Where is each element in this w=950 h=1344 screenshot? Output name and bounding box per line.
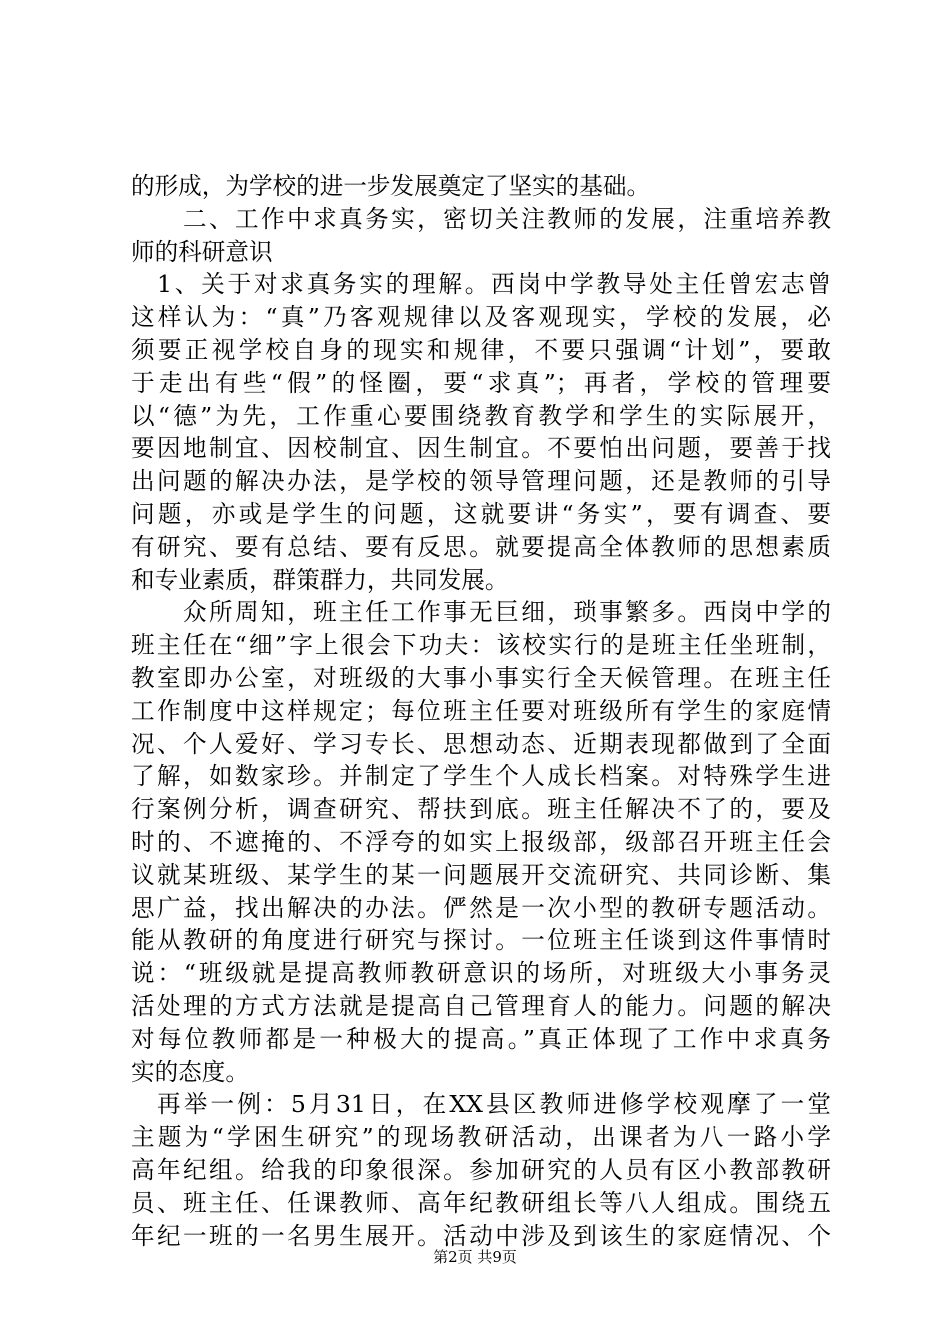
text-line: 出问题的解决办法，是学校的领导管理问题，还是教师的引导 — [131, 467, 831, 496]
text-line: 员、班主任、任课教师、高年纪教研组长等八人组成。围绕五 — [131, 1188, 831, 1217]
text-line: 须要正视学校自身的现实和规律，不要只强调“计划”，要敢 — [131, 336, 831, 364]
section-heading-line: 师的科研意识 — [131, 237, 273, 266]
text-line: 对每位教师都是一种极大的提高。”真正体现了工作中求真务 — [131, 1024, 831, 1053]
text-line: 了解，如数家珍。并制定了学生个人成长档案。对特殊学生进 — [131, 762, 831, 791]
text-line: 要因地制宜、因校制宜、因生制宜。不要怕出问题，要善于找 — [131, 434, 831, 463]
text-line: 况、个人爱好、学习专长、思想动态、近期表现都做到了全面 — [131, 729, 831, 758]
text-line: 班主任在“细”字上很会下功夫：该校实行的是班主任坐班制， — [131, 631, 831, 660]
text-line: 众所周知，班主任工作事无巨细，琐事繁多。西岗中学的 — [183, 598, 831, 627]
text-line: 的形成，为学校的进一步发展奠定了坚实的基础。 — [131, 172, 651, 200]
text-line: 行案例分析，调查研究、帮扶到底。班主任解决不了的，要及 — [131, 795, 831, 824]
text-line: 时的、不遮掩的、不浮夸的如实上报级部，级部召开班主任会 — [131, 828, 831, 856]
text-line: 工作制度中这样规定；每位班主任要对班级所有学生的家庭情 — [131, 696, 831, 725]
text-line: 再举一例：5月31日，在XX县区教师进修学校观摩了一堂 — [157, 1090, 831, 1119]
text-line: 教室即办公室，对班级的大事小事实行全天候管理。在班主任 — [131, 664, 831, 692]
text-line: 议就某班级、某学生的某一问题展开交流研究、共同诊断、集 — [131, 860, 831, 889]
text-line: 年纪一班的一名男生展开。活动中涉及到该生的家庭情况、个 — [131, 1221, 831, 1250]
text-line: 1、关于对求真务实的理解。西岗中学教导处主任曾宏志曾 — [157, 270, 831, 299]
text-line: 问题，亦或是学生的问题，这就要讲“务实”，要有调查、要 — [131, 500, 831, 528]
text-line: 高年纪组。给我的印象很深。参加研究的人员有区小教部教研 — [131, 1156, 831, 1184]
page-number-footer: 第2页 共9页 — [433, 1248, 517, 1266]
text-line: 以“德”为先，工作重心要围绕教育教学和学生的实际展开， — [131, 401, 831, 430]
text-line: 和专业素质，群策群力，共同发展。 — [131, 565, 509, 594]
section-heading-line: 二、工作中求真务实，密切关注教师的发展，注重培养教 — [183, 204, 831, 233]
text-line: 于走出有些“假”的怪圈，要“求真”；再者，学校的管理要 — [131, 368, 831, 397]
text-line: 实的态度。 — [131, 1057, 249, 1086]
text-line: 思广益，找出解决的办法。俨然是一次小型的教研专题活动。 — [131, 893, 831, 922]
text-line: 有研究、要有总结、要有反思。就要提高全体教师的思想素质 — [131, 532, 831, 561]
text-line: 说：“班级就是提高教师教研意识的场所，对班级大小事务灵 — [131, 959, 831, 988]
text-line: 活处理的方式方法就是提高自己管理育人的能力。问题的解决 — [131, 992, 831, 1020]
text-line: 这样认为：“真”乃客观规律以及客观现实，学校的发展，必 — [131, 303, 831, 332]
text-line: 能从教研的角度进行研究与探讨。一位班主任谈到这件事情时 — [131, 926, 831, 955]
text-line: 主题为“学困生研究”的现场教研活动，出课者为八一路小学 — [131, 1123, 831, 1152]
